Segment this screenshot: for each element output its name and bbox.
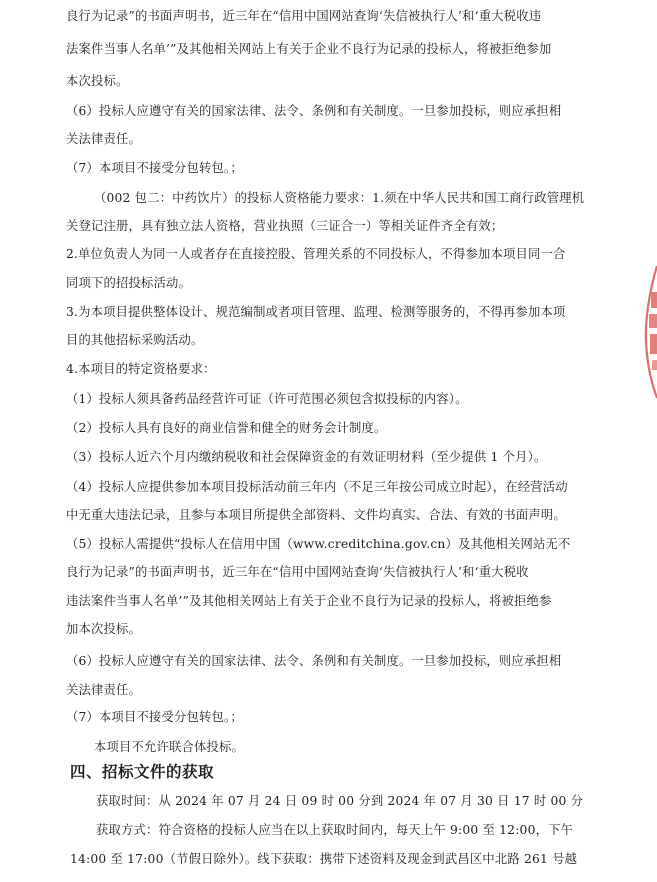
- text-line: 本次投标。: [66, 74, 129, 88]
- text-line: 关法律责任。: [66, 683, 141, 697]
- text-line: （7）本项目不接受分包转包。；: [66, 161, 243, 175]
- text-line: （7）本项目不接受分包转包。；: [66, 710, 243, 724]
- text-line: 违法案件当事人名单’”及其他相关网站上有关于企业不良行为记录的投标人，将被拒绝参: [66, 594, 552, 608]
- text-line: （6）投标人应遵守有关的国家法律、法令、条例和有关制度。一旦参加投标，则应承担相: [66, 104, 562, 118]
- text-line: 2.单位负责人为同一人或者存在直接控股、管理关系的不同投标人，不得参加本项目同一合: [66, 247, 566, 261]
- text-line: 中无重大违法记录，且参与本项目所提供全部资料、文件均真实、合法、有效的书面声明。: [66, 508, 566, 522]
- seal-stamp-icon: [643, 262, 657, 402]
- text-line: 同项下的招投标活动。: [66, 276, 191, 290]
- text-line: （6）投标人应遵守有关的国家法律、法令、条例和有关制度。一旦参加投标，则应承担相: [66, 654, 562, 668]
- text-line: （1）投标人须具备药品经营许可证（许可范围必须包含拟投标的内容）。: [66, 392, 468, 406]
- text-line: 本项目不允许联合体投标。: [94, 740, 244, 754]
- text-line: （002 包二：中药饮片）的投标人资格能力要求：1.须在中华人民共和国工商行政管理机: [94, 191, 585, 205]
- text-line: 4.本项目的特定资格要求：: [66, 362, 216, 376]
- text-line: 14:00 至 17:00（节假日除外）。线下获取：携带下述资料及现金到武昌区中北路 261 号越: [70, 852, 578, 866]
- text-line: 加本次投标。: [66, 622, 141, 636]
- text-line: 良行为记录”的书面声明书，近三年在“信用中国网站查询‘失信被执行人’和‘重大税收: [66, 565, 529, 579]
- text-line: （4）投标人应提供参加本项目投标活动前三年内（不足三年按公司成立时起），在经营活动: [66, 480, 568, 494]
- text-line: （5）投标人需提供“投标人在信用中国（www.creditchina.gov.cn）及其他相关网站无不: [66, 537, 571, 551]
- text-line: 目的其他招标采购活动。: [66, 333, 204, 347]
- text-line: 获取时间：从 2024 年 07 月 24 日 09 时 00 分到 2024 年 07 月 30 日 17 时 00 分: [96, 794, 584, 808]
- text-line: 获取方式：符合资格的投标人应当在以上获取时间内，每天上午 9:00 至 12:00，下午: [96, 823, 574, 837]
- section-heading: 四、招标文件的获取: [70, 763, 215, 781]
- text-line: （3）投标人近六个月内缴纳税收和社会保障资金的有效证明材料（至少提供 1 个月）。: [66, 450, 547, 464]
- text-line: 关登记注册，具有独立法人资格，营业执照（三证合一）等相关证件齐全有效；: [66, 219, 504, 233]
- text-line: 3.为本项目提供整体设计、规范编制或者项目管理、监理、检测等服务的，不得再参加本项: [66, 305, 566, 319]
- text-line: 良行为记录”的书面声明书，近三年在“信用中国网站查询‘失信被执行人’和‘重大税收违: [66, 9, 542, 23]
- text-line: （2）投标人具有良好的商业信誉和健全的财务会计制度。: [66, 421, 387, 435]
- text-line: 法案件当事人名单’”及其他相关网站上有关于企业不良行为记录的投标人，将被拒绝参加: [66, 42, 552, 56]
- text-line: 关法律责任。: [66, 132, 141, 146]
